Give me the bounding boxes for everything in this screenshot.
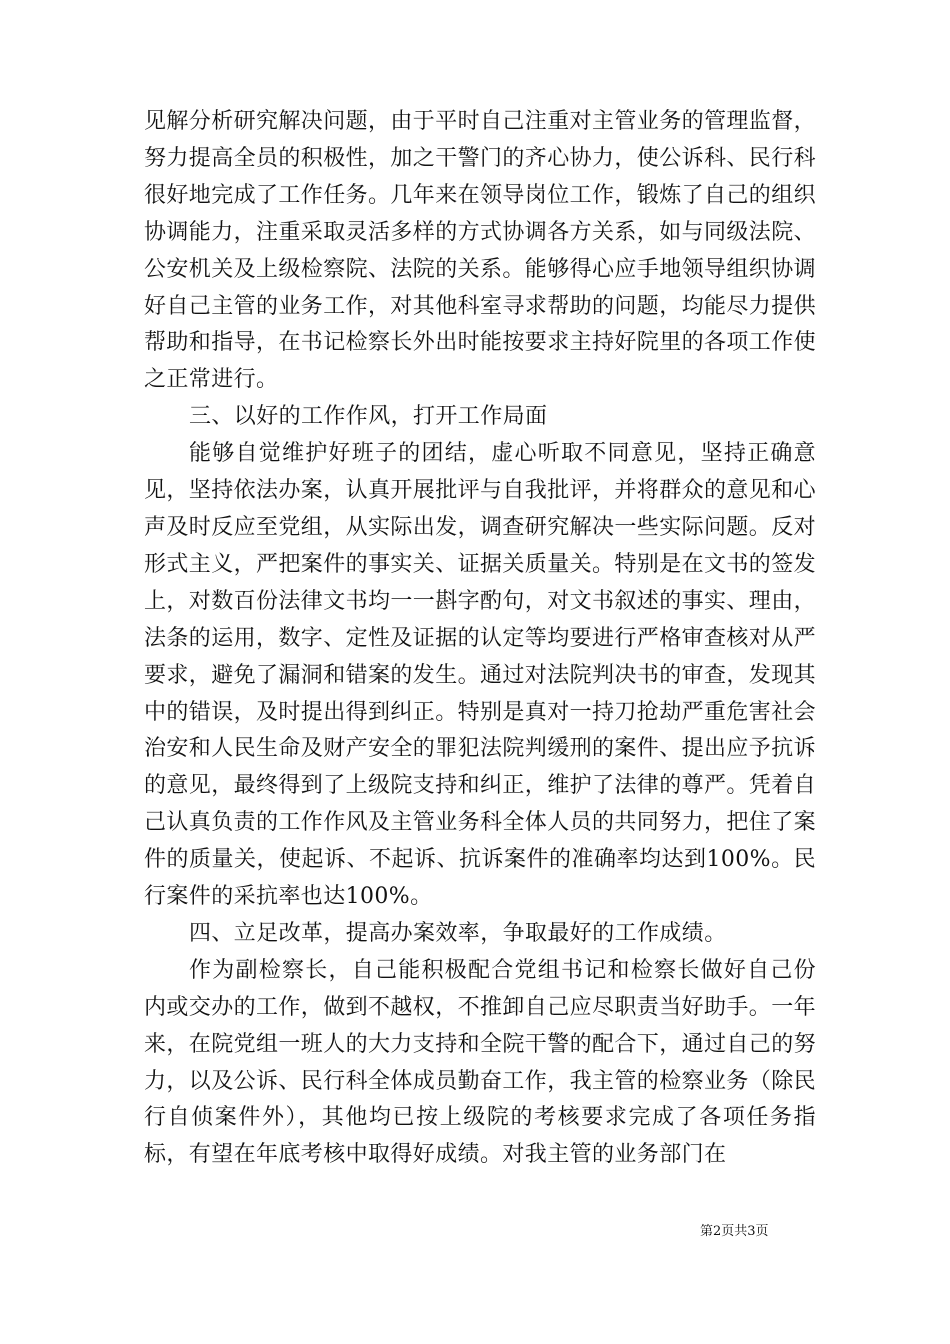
page-number-footer: 第2页共3页 — [700, 1224, 769, 1239]
paragraph-work-style: 能够自觉维护好班子的团结，虚心听取不同意见，坚持正确意见，坚持依法办案，认真开展批评与自我批评，并将群众的意见和心声及时反应至党组，从实际出发，调查研究解决一些实际问题。反对形式主义，严把案件的事实关、证据关质量关。特别是在文书的签发上，对数百份法律文书均一一斟字酌句，对文书叙述的事实、理由，法条的运用，数字、定性及证据的认定等均要进行严格审查核对从严要求，避免了漏洞和错案的发生。通过对法院判决书的审查，发现其中的错误，及时提出得到纠正。特别是真对一持刀抢劫严重危害社会治安和人民生命及财产安全的罪犯法院判缓刑的案件、提出应予抗诉的意见，最终得到了上级院支持和纠正，维护了法律的尊严。凭着自己认真负责的工作作风及主管业务科全体人员的共同努力，把住了案件的质量关，使起诉、不起诉、抗诉案件的准确率均达到100%。民行案件的采抗率也达100%。 — [144, 441, 817, 910]
section-heading-3: 三、以好的工作作风，打开工作局面 — [189, 404, 548, 430]
document-body — [144, 104, 816, 1174]
paragraph-deputy-role: 作为副检察长，自己能积极配合党组书记和检察长做好自己份内或交办的工作，做到不越权，不推卸自己应尽职责当好助手。一年来，在院党组一班人的大力支持和全院干警的配合下，通过自己的努力，以及公诉、民行科全体成员勤奋工作，我主管的检察业务（除民行自侦案件外），其他均已按上级院的考核要求完成了各项任务指标，有望在年底考核中取得好成绩。对我主管的业务部门在 — [144, 957, 817, 1168]
paragraph-continued: 见解分析研究解决问题，由于平时自己注重对主管业务的管理监督，努力提高全员的积极性，加之干警门的齐心协力，使公诉科、民行科很好地完成了工作任务。几年来在领导岗位工作，锻炼了自己的组织协调能力，注重采取灵活多样的方式协调各方关系，如与同级法院、公安机关及上级检察院、法院的关系。能够得心应手地领导组织协调好自己主管的业务工作，对其他科室寻求帮助的问题，均能尽力提供帮助和指导，在书记检察长外出时能按要求主持好院里的各项工作使之正常进行。 — [144, 109, 817, 393]
section-heading-4: 四、立足改革，提高办案效率，争取最好的工作成绩。 — [189, 920, 727, 946]
